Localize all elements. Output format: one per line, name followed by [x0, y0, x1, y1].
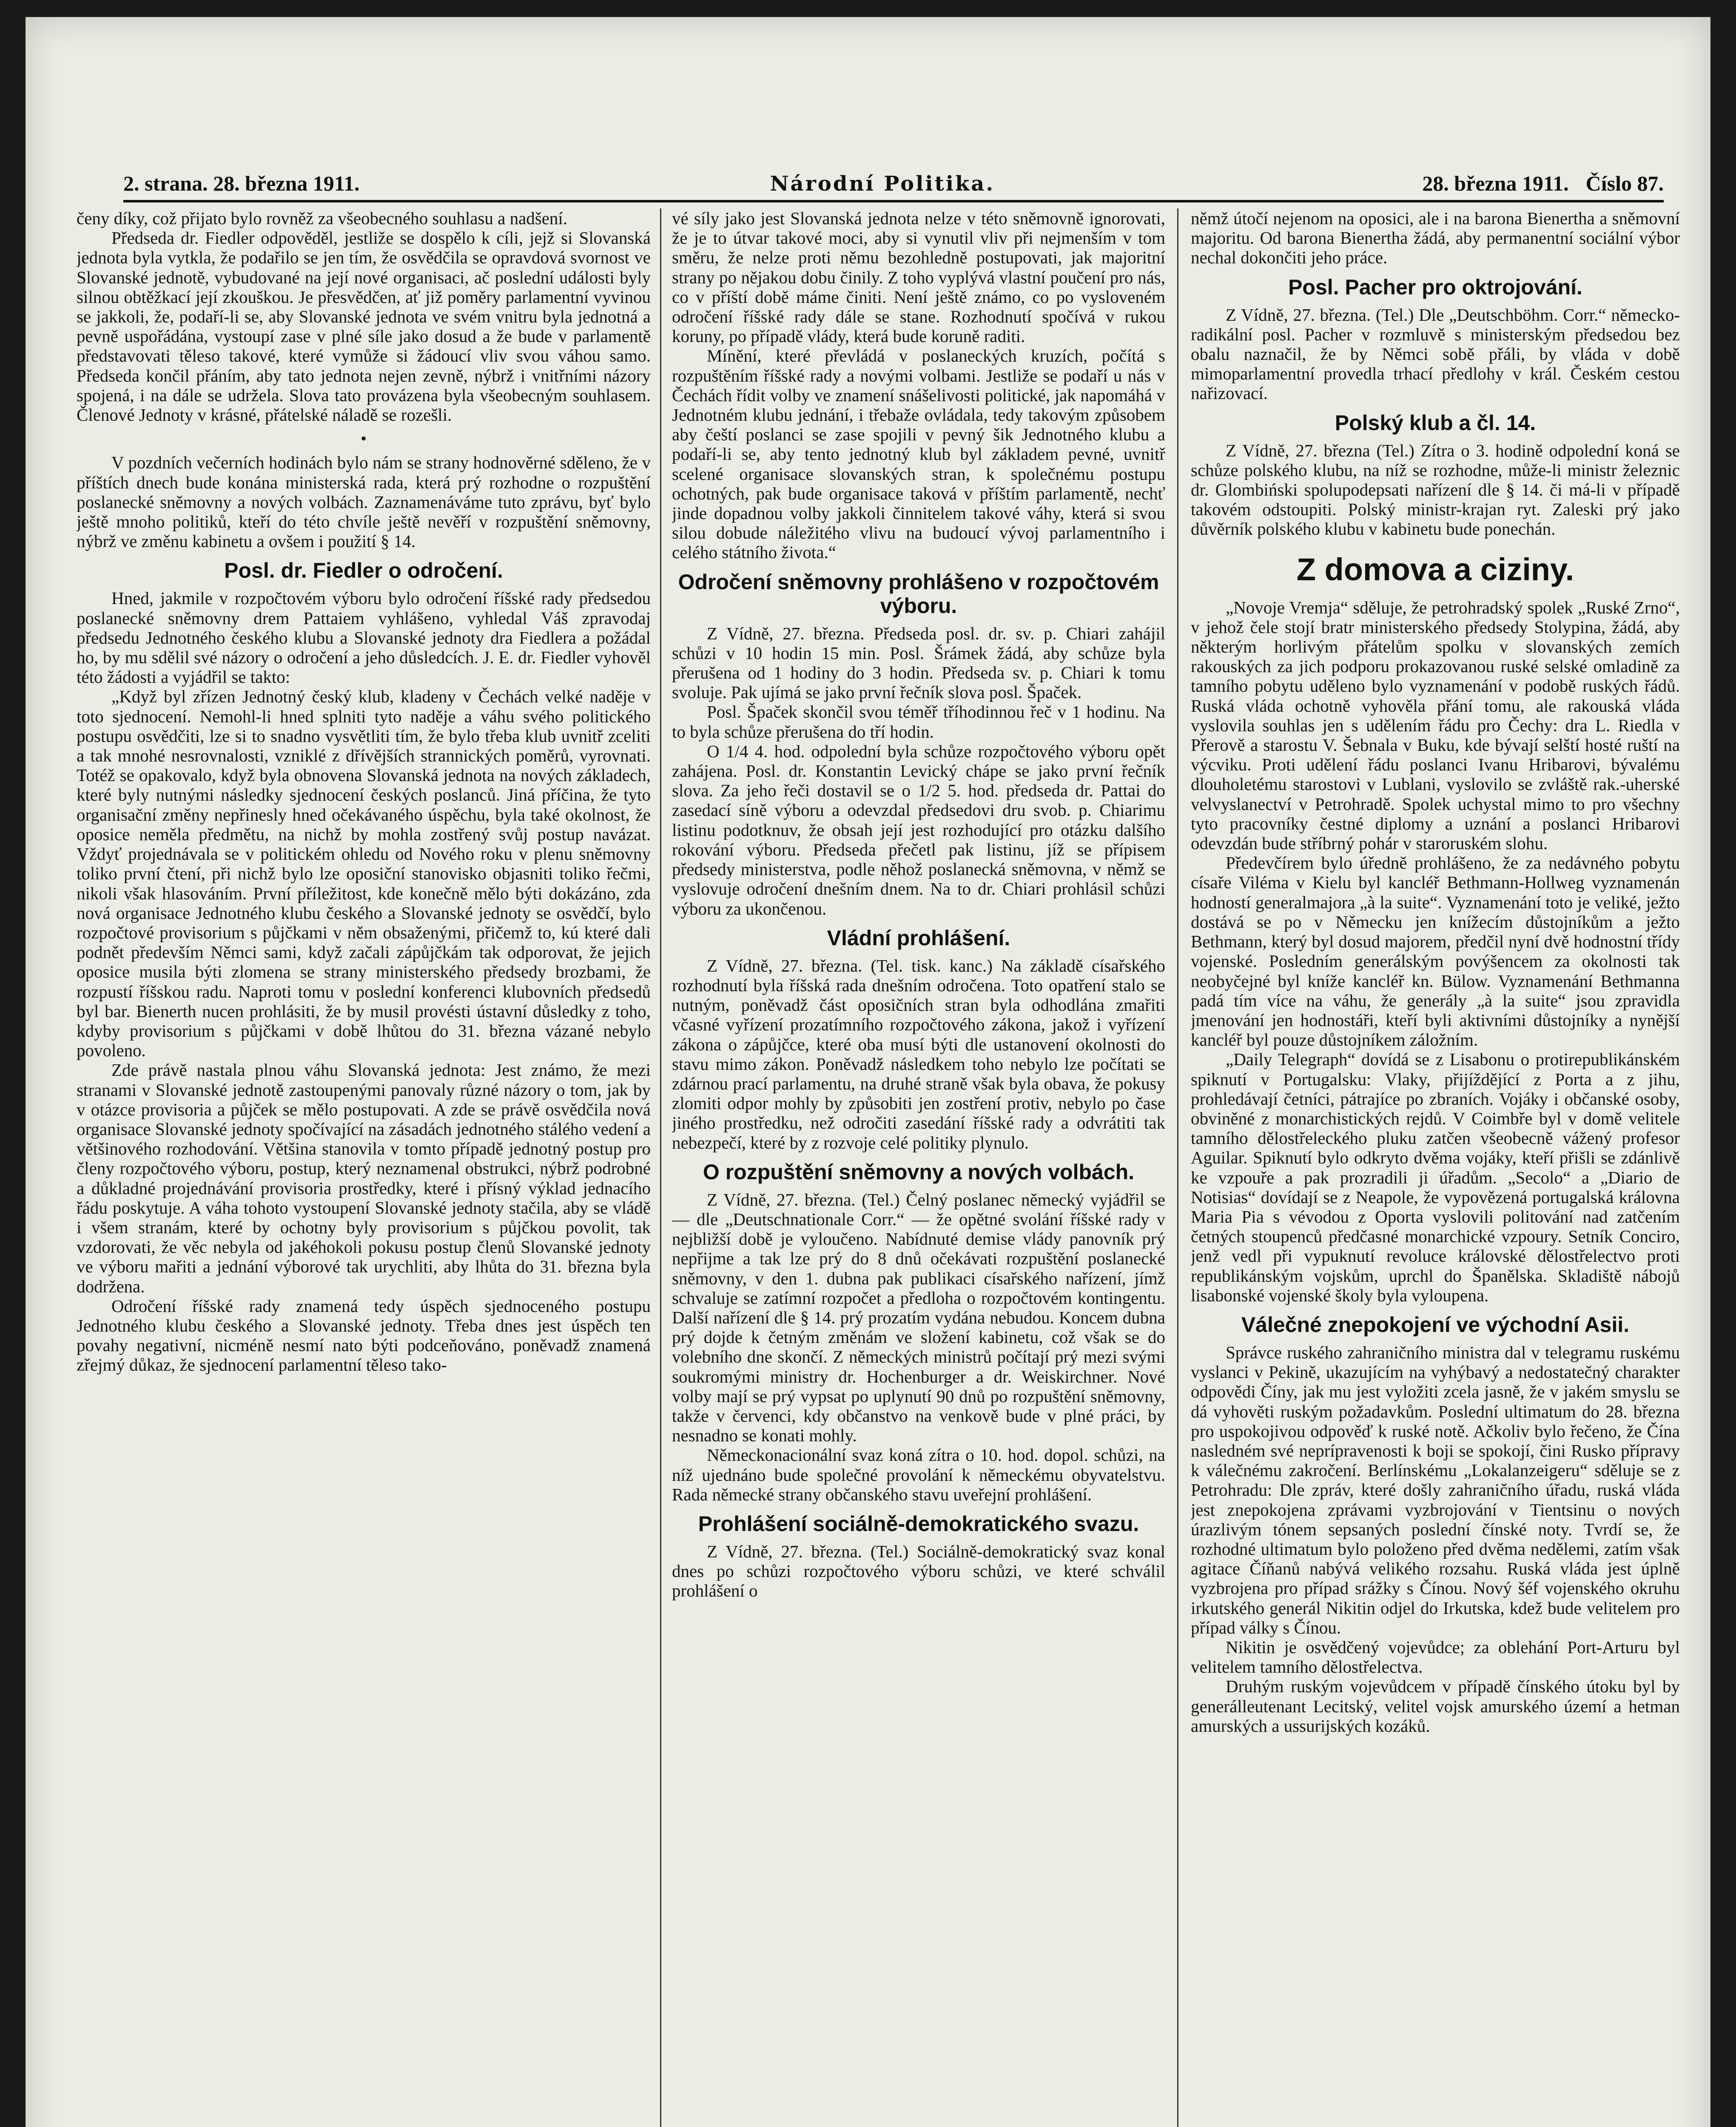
paragraph: Posl. Špaček skončil svou téměř tříhodinnou řeč v 1 hodinu. Na to byla schůze přerušena do tří hodin. [672, 702, 1165, 741]
paragraph: „Daily Telegraph“ dovídá se z Lisabonu o protirepublikánském spiknutí v Portugalsku: Vlaky, přijíždějící z Porta a z jihu, prohledávají četníci, pátrajíce po zbraních. Vojáky i občanské osoby, obviněné z monarchistických rejdů. V Coimbře byl v domě velitele tamního dělostřeleckého pluku zatčen všeobecně vážený profesor Aguilar. Spiknutí bylo odkryto dvěma vojáky, kteří přišli se zdánlivě ke vzpouře a pak prozradili ji úřadům. „Secolo“ a „Diario de Notisias“ dovídají se z Neapole, že vypovězená portugalská královna Maria Pia s vévodou z Oporta vyslovili politování nad zatčením četných stoupenců předčasné monarchické vzpoury. Setník Conciro, jenž vedl při vypuknutí revoluce královské dělostřelectvo proti republikánským vojskům, uprchl do Španělska. Skladiště nábojů lisabonské vojenské školy byla vyloupena. [1191, 1049, 1680, 1305]
issue-date: 28. března 1911. [1422, 171, 1569, 195]
column-1 [77, 208, 651, 2127]
running-header [123, 157, 1664, 202]
paragraph: Z Vídně, 27. března. (Tel.) Sociálně-demokratický svaz konal dnes po schůzi rozpočtového výboru schůzi, ve které schválil prohlášení o [672, 1541, 1165, 1601]
issue-info [1405, 171, 1664, 196]
paragraph: vé síly jako jest Slovanská jednota nelze v této sněmovně ignorovati, že je to útvar takové moci, aby si vynutil vliv při nejmenším v tom směru, že nelze proti němu bezohledně postupovati, jak majoritní strany po nějakou dobu činily. Z toho vyplývá vlastní poučení pro nás, co v příští době máme činiti. Není ještě známo, co po vysloveném odročení říšské rady dále se stane. Rozhodnutí spočívá v rukou koruny, po případě vlády, která bude koruně raditi. [672, 208, 1165, 346]
paragraph: Předseda dr. Fiedler odpověděl, jestliže se dospělo k cíli, jejž si Slovanská jednota byla vytkla, že podařilo se jen tím, že osvědčila se opravdová svornost ve Slovanské jednotě, vybudované na její nové organisaci, ač poslední události byly silnou obtěžkací její zkouškou. Je přesvědčen, ať již poměry parlamentní vyvinou se jakkoli, že, podaří-li se, aby Slovanské jednota ve svém vnitru byla jednotná a pevně uspořádána, vystoupí zase v plné síle jako dosud a že bude v parlamentě představovati těleso takové, které vymůže si žádoucí vliv svou váhou samo. Předseda končil přáním, aby tato jednota nejen zevně, nýbrž i vnitřními názory spojená, i na dále se udržela. Slova tato provázena byla všeobecným souhlasem. Členové Jednoty v krásné, přátelské náladě se rozešli. [77, 228, 651, 425]
article-heading: Polský klub a čl. 14. [1335, 411, 1536, 435]
paragraph: „Když byl zřízen Jednotný český klub, kladeny v Čechách velké naděje v toto sjednocení. Nemohl-li hned splniti tyto naděje a váhu svého politického postupu osvědčiti, lze si to snadno vysvětliti tím, že bylo třeba klub uvnitř zceliti a tak mnohé nesrovnalosti, vzniklé z dřívějších strannických poměrů, vyrovnati. Totéž se opakovalo, když byla obnovena Slovanská jednota na nových základech, které byly nutnými následky sjednocení českých poslanců. Jiná příčina, že tyto organisační změny nepřinesly hned očekávaného úspěchu, byla také okolnost, že oposice neměla předmětu, na nichž by mohla zostřený svůj postup navázat. Vždyť projednávala se v politickém ohledu od Nového roku v plenu sněmovny toliko první čtení, při nichž bylo lze oposiční stanovisko objasniti toliko řečmi, nikoli však hlasováním. První příležitost, kde konečně mělo býti dokázáno, zda nová organisace Jednotného klubu českého a Slovanské jednoty se osvědčí, bylo rozpočtové provisorium s půjčkami v něm obsaženými, přičemž to, kú které dali podnět především Němci sami, když začali zápůjčkám tak odporovat, že jejich oposice musila býti zlomena se strany ministerského předsedy brozbami, že rozpustí říšskou radu. Naproti tomu v poslední konferenci klubovních předsedů byl bar. Bienerth nucen prohlásiti, že by musil provésti ústavní důsledky z toho, kdyby provisorium s půjčkami v době lhůtou do 31. března vázané nebylo povoleno. [77, 687, 651, 1061]
paragraph: Zde právě nastala plnou váhu Slovanská jednota: Jest známo, že mezi stranami v Slovanské jednotě zastoupenými panovaly různé názory o tom, jak by v otázce provisoria a půjček se mělo postupovati. A zde se právě osvědčila nová organisace Slovanské jednoty spočívající na zásadách jednotného stálého vedení a většinového rozhodování. Většina stanovila v tomto případě jednotný postup pro členy rozpočtového výboru, postup, který neznamenal obstrukci, nýbrž podrobné a důkladné projednávání provisoria prostředky, které i přísný výklad jednacího řádu poskytuje. A váha tohoto vystoupení Slovanské jednoty stačila, aby se vládě i všem stranám, které by ochotny byly provisorium s půjčkou povolit, tak vzdorovati, že věc nebyla od jakéhokoli pokusu postup členů Slovanské jednoty ve výboru mařiti a jednání výborové tak urychliti, aby lhůta do 31. března byla dodržena. [77, 1060, 651, 1296]
paragraph: Německonacionální svaz koná zítra o 10. hod. dopol. schůzi, na níž ujednáno bude společné provolání k německému obyvatelstvu. Rada německé strany občanského stavu uveřejní prohlášení. [672, 1445, 1165, 1504]
issue-number: Číslo 87. [1585, 171, 1664, 195]
paragraph: Druhým ruským vojevůdcem v případě čínského útoku byl by generálleutenant Lecitský, velitel vojsk amurského území a hetman amurských a ussurijských kozáků. [1191, 1677, 1680, 1736]
paragraph: Nikitin je osvědčený vojevůdce; za oblehání Port-Arturu byl velitelem tamního dělostřelectva. [1191, 1637, 1680, 1677]
paragraph: Odročení říšské rady znamená tedy úspěch sjednoceného postupu Jednotného klubu českého a Slovanské jednoty. Třeba dnes jest úspěch ten povahy negativní, nicméně nesmí nato býti podceňováno, poněvadž znamená zřejmý důkaz, že sjednocení parlamentní těleso tako- [77, 1296, 651, 1375]
newspaper-page [26, 17, 1710, 2127]
column-rule [660, 208, 661, 2127]
paragraph: Z Vídně, 27. března (Tel.) Zítra o 3. hodině odpolední koná se schůze polského klubu, na níž se rozhodne, může-li ministr železnic dr. Glombiński spolupodepsati nařízení dle § 14. či má-li v případě takovém odstoupiti. Polský ministr-krajan ryt. Zaleski prý jako důvěrník polského klubu v kabinetu bude ponechán. [1191, 440, 1680, 539]
paragraph: Z Vídně, 27. března. Předseda posl. dr. sv. p. Chiari zahájil schůzi v 10 hodin 15 min. Posl. Šrámek žádá, aby schůze byla přerušena od 1 hodiny do 3 hodin. Předseda sv. p. Chiari k tomu svoluje. Pak ujímá se jako první řečník slova posl. Špaček. [672, 623, 1165, 702]
paragraph: Mínění, které převládá v poslaneckých kruzích, počítá s rozpuštěním říšské rady a novými volbami. Jestliže se podaří u nás v Čechách řídit volby ve znamení snášelivosti politické, jak napomáhá v Jednotném klubu jednání, i třebaže ovládala, tedy takovým způsobem aby čeští poslanci se zase spojili v pevný šik Jednotného klubu a podaří-li se, aby tento jednotný klub byl základem pevné, uvnitř scelené organisace slovanských stran, k společnému postupu ochotných, pak bude organisace taková v příštím parlamentě, nechť jinde dopadnou volby jakkoli činnitelem takové váhy, která si svou silou dobude náležitého vlivu na budoucí vývoj parlamentního i celého státního života.“ [672, 346, 1165, 562]
separator: • [360, 429, 367, 448]
paragraph: V pozdních večerních hodinách bylo nám se strany hodnověrné sděleno, že v příštích dnech bude konána ministerská rada, která prý rozhodne o rozpuštění poslanecké sněmovny a nových volbách. Zaznamenáváme tuto zprávu, byť bylo ještě mnoho politiků, kteří do této chvíle ještě nevěří v rozpuštění sněmovny, nýbrž ve změnu kabinetu a ovšem i použití § 14. [77, 453, 651, 551]
paragraph: Hned, jakmile v rozpočtovém výboru bylo odročení říšské rady předsedou poslanecké sněmovny drem Pattaiem vyhlášeno, vyhledal Váš zpravodaj předsedu Jednotného českého klubu a Slovanské jednoty dra Fiedlera a požádal ho, by mu sdělil své názory o odročení a jeho důsledcích. J. E. dr. Fiedler vyhověl této žádosti a vyjádřil se takto: [77, 588, 651, 687]
article-heading: Posl. dr. Fiedler o odročení. [224, 559, 503, 583]
newspaper-title: Národní Politika. [770, 172, 995, 196]
article-heading: Prohlášení sociálně-demokratického svazu. [698, 1511, 1139, 1536]
paragraph: Z Vídně, 27. března. (Tel. tisk. kanc.) Na základě císařského rozhodnutí byla říšská rada dnešním odročena. Toto opatření stalo se nutným, poněvadž část oposičních stran byla odhodlána zmařiti včasné vyřízení prozatímního rozpočtového zákona, jakož i vyřízení zákona o zápůjčce, které oba musí býti dle ustanovení okolnosti do stavu mimo zákon. Poněvadž následkem toho nebylo lze počítati se zdárnou prací parlamentu, na druhé straně však byla obava, že pokusy zlomiti odpor mohly by způsobiti jen zostření protiv, nebylo po čase jiného prostředku, než odročiti zasedání říšské rady a odvrátiti tak nebezpečí, které by z rozvoje celé politiky plynulo. [672, 955, 1165, 1152]
article-heading: Válečné znepokojení ve východní Asii. [1241, 1312, 1630, 1337]
page-number-date: 2. strana. 28. března 1911. [123, 171, 360, 195]
paragraph: Správce ruského zahraničního ministra dal v telegramu ruskému vyslanci v Pekině, ukazujícím na vyhýbavý a nedostatečný charakter odpovědi Číny, jak mu jest vyložiti zcela jasně, že v jakém smyslu se dá vyhověti ruským požadavkům. Poslední ultimatum do 28. března pro uspokojivou odpověď k ruské notě. Ačkoliv bylo řečeno, že Čína nasledném své neprípravenosti k boji se spokojí, čini Rusko přípravy k válečnému zakročení. Berlínskému „Lokalanzeigeru“ sděluje se z Petrohradu: Dle zpráv, které došly zahraničního úřadu, ruská vláda jest znepokojena zprávami vyzbrojování v Tientsinu o nových úrazlivým tónem sepsaných poslední čínské noty. Tvrdí se, že rozhodné ultimatum bylo položeno před dvěma nedělemi, zatím však agitace Číňanů nabývá velikého rozsahu. Ruská vláda jest úplně vyzbrojena pro případ srážky s Čínou. Nový šéf vojenského okruhu irkutského generál Nikitin odjel do Irkutska, kdež bude velitelem pro případ války s Čínou. [1191, 1342, 1680, 1637]
paragraph: čeny díky, což přijato bylo rovněž za všeobecného souhlasu a nadšení. [77, 208, 568, 228]
paragraph: Předevčírem bylo úředně prohlášeno, že za nedávného pobytu císaře Viléma v Kielu byl kancléř Bethmann-Hollweg vyznamenán hodností generalmajora „à la suite“. Vyznamenání toto je veliké, ježto dostává se po v Německu jen knížecím důstojníkům a ježto Bethmann, který byl dosud majorem, předčil nyní dvě hodnostní třídy vojenské. Posledním generálským povýšencem za okolnosti tak neobyčejné byl kníže kancléř kn. Bülow. Vyznamenání Bethmanna padá tím více na váhu, že generály „à la suite“ jsou zpravidla jmenování jen hodnostáři, kteří byli aktivními důstojníky a nynější kancléř byl pouze důstojníkem záložním. [1191, 853, 1680, 1050]
paragraph: „Novoje Vremja“ sděluje, že petrohradský spolek „Ruské Zrno“, v jehož čele stojí bratr ministerského předsedy Stolypina, žádá, aby některým horlivým přátelům spolku v slovanských zemích rakouských za jich podporu prokazovanou ruské selské omladině za tamního pobytu uděleno bylo vyznamenání v podobě ruských řádů. Ruská vláda ochotně vyhověla přání tomu, ale rakouská vláda vyslovila souhlas jen s udělením řádu pro Čechy: dra L. Riedla v Přerově a starostu V. Šebnala v Buku, kde bývají selští hosté ruští na výcviku. Proti udělení řádu poslanci Ivanu Hribarovi, bývalému dlouholetému starostovi v Lublani, vyslovilo se zvláště rak.-uherské velvyslanectví v Petrohradě. Spolek uchystal mimo to pro všechny tyto pracovníky čestné diplomy a uznání a poslanci Hribarovi odevzdán bude stříbrný pohár v staroruském slohu. [1191, 597, 1680, 853]
paragraph: Z Vídně, 27. března. (Tel.) Dle „Deutschböhm. Corr.“ německo-radikální posl. Pacher v rozmluvě s ministerským předsedou bez obalu naznačil, že by Němci sobě přáli, by vláda v době mimoparlamentní provedla trhací předlohy v král. Českém cestou nařizovací. [1191, 305, 1680, 403]
column-rule [1177, 208, 1178, 2127]
paragraph: Z Vídně, 27. března. (Tel.) Čelný poslanec německý vyjádřil se — dle „Deutschnationale Corr.“ — že opětné svolání říšské rady v nejbližší době je vyloučeno. Nabídnuté demise vlády panovník prý nepřijme a tak lze prý do 8 dnů očekávati rozpuštění poslanecké sněmovny, v den 1. dubna pak publikaci císařského nařízení, jímž schvaluje se zatímní rozpočet a předloha o rozpočtovém kontingentu. Další nařízení dle § 14. prý prozatím vydána nebudou. Koncem dubna prý dojde k četným změnám ve složení kabinetu, což však se do volebního dne skončí. Z německých ministrů počítají prý mezi svými soukromými ministry dr. Hochenburger a dr. Weiskirchner. Nové volby mají se prý vypsat po uplynutí 90 dnů po rozpuštění sněmovny, takže v červenci, kdy občanstvo na venkově bude v plné práci, by nesnadno se konati mohly. [672, 1189, 1165, 1446]
column-3 [1191, 208, 1680, 2127]
column-2 [672, 208, 1165, 2127]
article-heading: Odročení sněmovny prohlášeno v rozpočtovém výboru. [678, 570, 1159, 618]
article-heading: Posl. Pacher pro oktrojování. [1288, 275, 1582, 299]
article-heading: O rozpuštění sněmovny a nových volbách. [703, 1160, 1135, 1184]
paragraph: němž útočí nejenom na oposici, ale i na barona Bienertha a sněmovní majoritu. Od barona Bienertha žádá, aby permanentní sociální výbor nechal dokončiti jeho práce. [1191, 208, 1680, 268]
section-heading: Z domova a ciziny. [1296, 551, 1574, 587]
paragraph: O 1/4 4. hod. odpolední byla schůze rozpočtového výboru opět zahájena. Posl. dr. Konstantin Levický chápe se jako první řečník slova. Za jeho řeči dostavil se o 1/2 5. hod. předseda dr. Pattai do zasedací síně výboru a odevzdal předsedovi dru svob. p. Chiarimu listinu podotknuv, že obsah její jest rozhodující pro otázku dalšího rokování výboru. Předseda přečetl pak listinu, jíž se přípisem předsedy ministerstva, podle něhož poslanecká sněmovna, v němž se vyslovuje odročení dnešním dnem. Na to dr. Chiari prohlásil schůzi výboru za ukončenou. [672, 741, 1165, 918]
article-heading: Vládní prohlášení. [827, 926, 1010, 950]
